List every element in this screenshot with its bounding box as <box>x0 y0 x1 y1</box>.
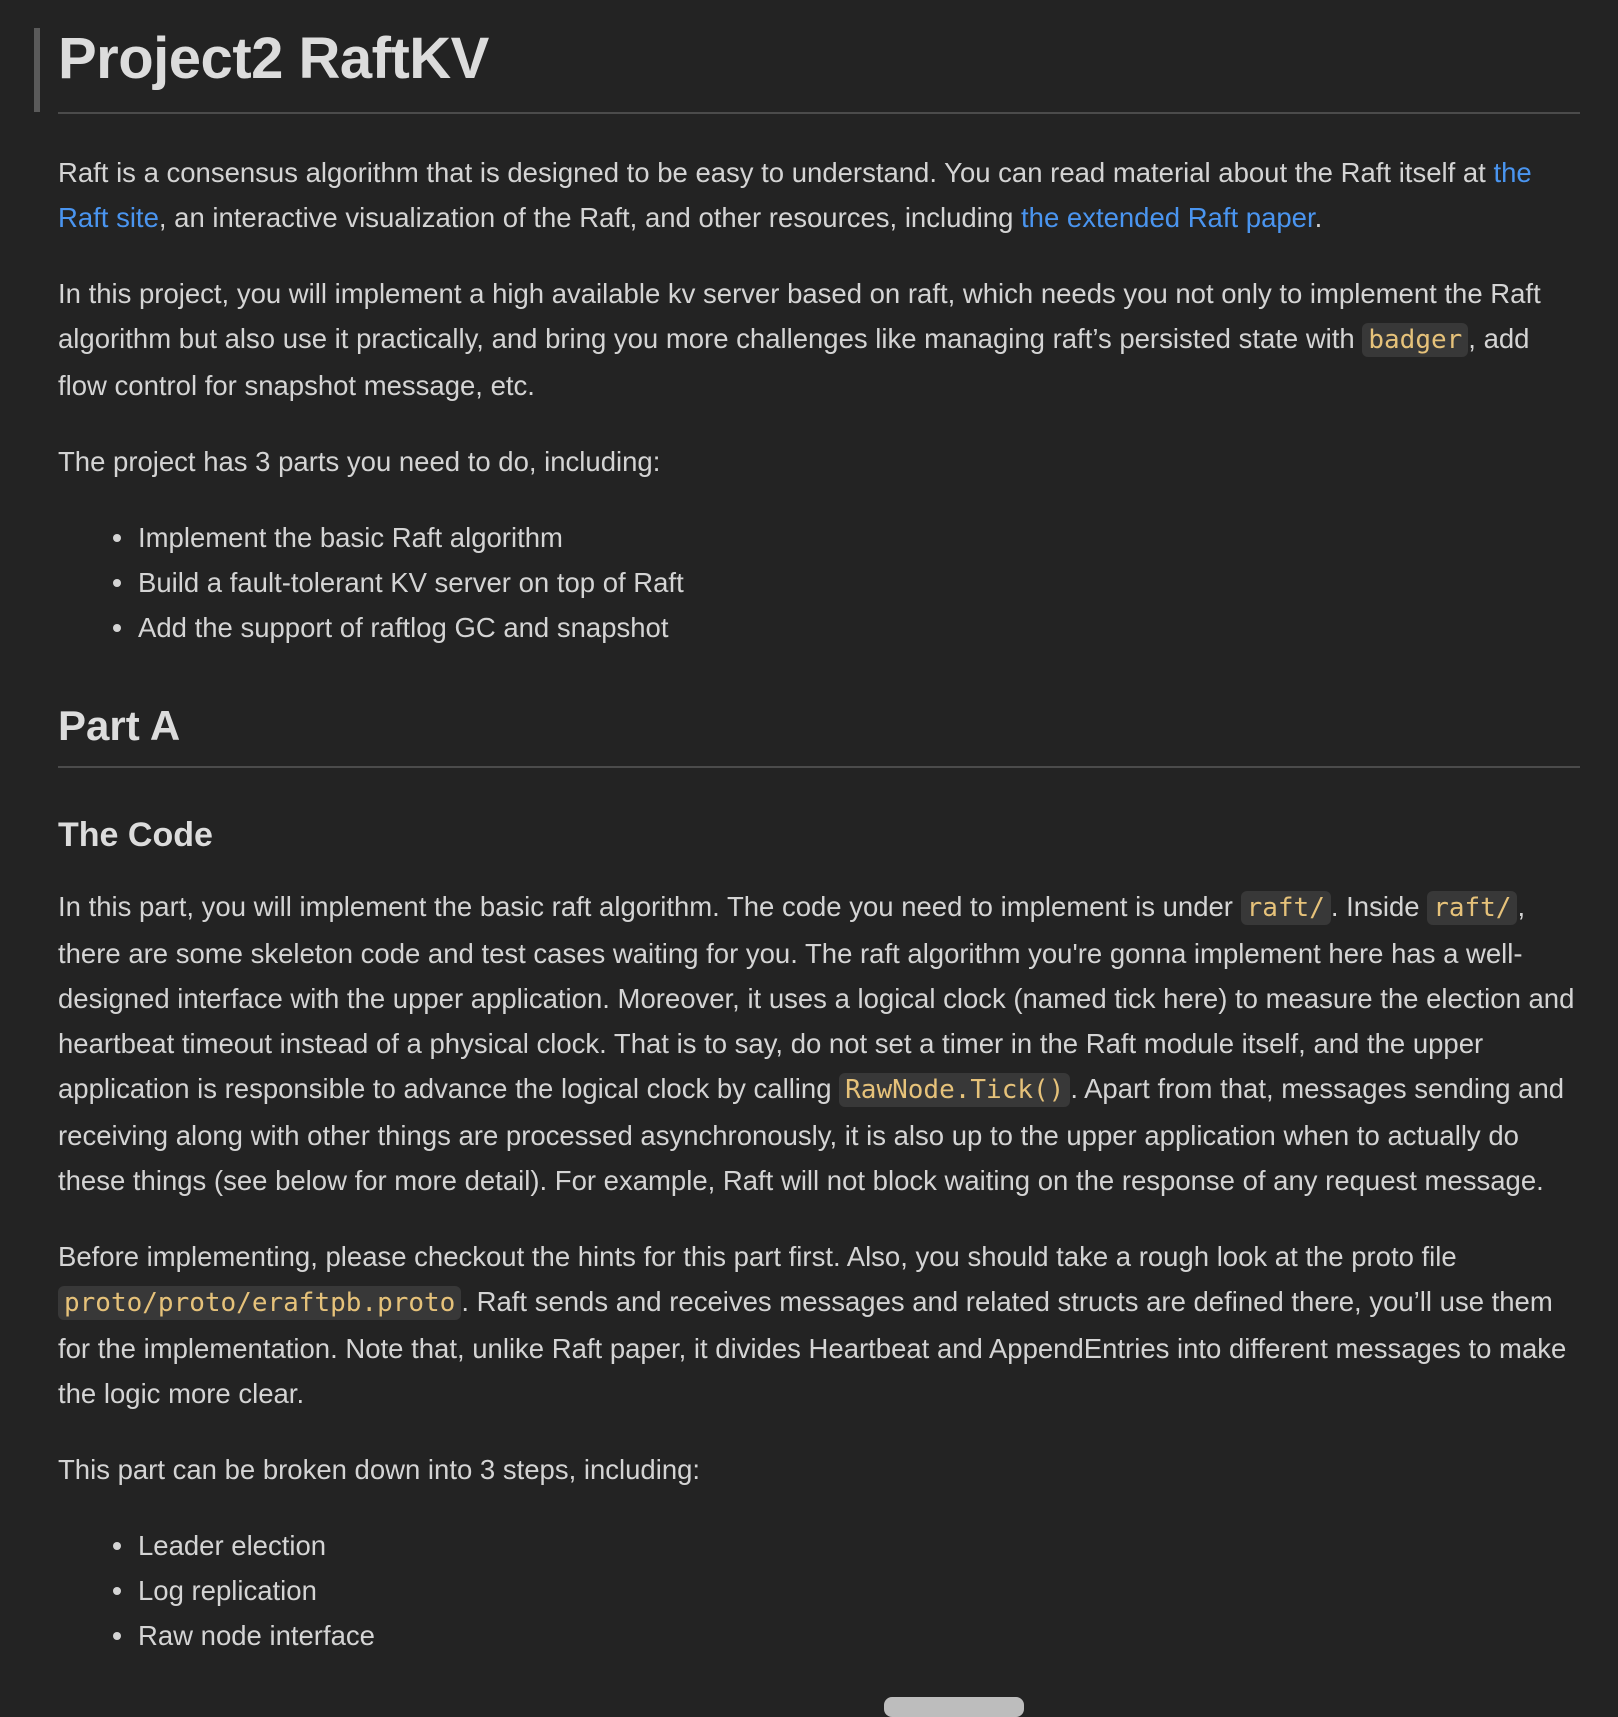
bullet-icon <box>113 624 121 632</box>
parts-intro: The project has 3 parts you need to do, including: <box>58 446 661 477</box>
code-paragraph: In this part, you will implement the basic raft algorithm. The code you need to implement is under raft/ . Inside raft/ , there are some skeleton code and test cases waiting for you. The raft algorithm you're gonna implement here has a well-designed interface with the upper application. Moreover, it uses a logical clock (named tick here) to measure the election and heartbeat timeout instead of a physical clock. That is to say, do not set a timer in the Raft module itself, and the upper application is responsible to advance the logical clock by calling RawNode.Tick() . Apart from that, messages sending and receiving along with other things are processed asynchronously, it is also up to the upper application when to actually do these things (see below for more detail). For example, Raft will not block waiting on the response of any request message. <box>58 891 1575 1196</box>
steps-list <box>58 1523 1580 1658</box>
the-code-heading: The Code <box>58 816 213 854</box>
bullet-icon <box>113 534 121 542</box>
steps-intro: This part can be broken down into 3 steps, including: <box>58 1454 701 1485</box>
rawnode-tick-code: RawNode.Tick() <box>839 1073 1070 1107</box>
scrollbar-thumb[interactable] <box>884 1697 1024 1717</box>
bullet-icon <box>113 579 121 587</box>
raft-dir-code: raft/ <box>1427 891 1517 925</box>
hints-paragraph: Before implementing, please checkout the hints for this part first. Also, you should take a rough look at the proto file proto/proto/eraftpb.proto . Raft sends and receives messages and related structs are defined there, you’ll use them for the implementation. Note that, unlike Raft paper, it divides Heartbeat and AppendEntries into different messages to make the logic more clear. <box>58 1241 1567 1409</box>
extended-raft-paper-link[interactable]: the extended Raft paper <box>1021 202 1315 233</box>
intro-paragraph: Raft is a consensus algorithm that is designed to be easy to understand. You can read material about the Raft itself at the Raft site, an interactive visualization of the Raft, and other resources, including the extended Raft paper. <box>58 157 1532 233</box>
raft-site-link[interactable]: the Raft site <box>58 157 1532 233</box>
list-item: Add the support of raftlog GC and snapshot <box>58 605 1580 650</box>
list-item: Raw node interface <box>58 1613 1580 1658</box>
badger-code: badger <box>1362 323 1468 357</box>
bullet-icon <box>113 1587 121 1595</box>
proto-file-code: proto/proto/eraftpb.proto <box>58 1286 461 1320</box>
page-title: Project2 RaftKV <box>58 0 1580 114</box>
document <box>58 0 1580 1658</box>
bullet-icon <box>113 1632 121 1640</box>
project-paragraph: In this project, you will implement a high available kv server based on raft, which needs you not only to implement the Raft algorithm but also use it practically, and bring you more challenges like managing raft’s persisted state with badger , add flow control for snapshot message, etc. <box>58 278 1541 401</box>
list-item: Leader election <box>58 1523 1580 1568</box>
bullet-icon <box>113 1542 121 1550</box>
parts-list <box>58 515 1580 650</box>
heading-accent-bar <box>34 28 40 112</box>
list-item: Log replication <box>58 1568 1580 1613</box>
list-item: Build a fault-tolerant KV server on top of Raft <box>58 560 1580 605</box>
list-item: Implement the basic Raft algorithm <box>58 515 1580 560</box>
part-a-heading: Part A <box>58 698 1580 768</box>
raft-dir-code: raft/ <box>1241 891 1331 925</box>
